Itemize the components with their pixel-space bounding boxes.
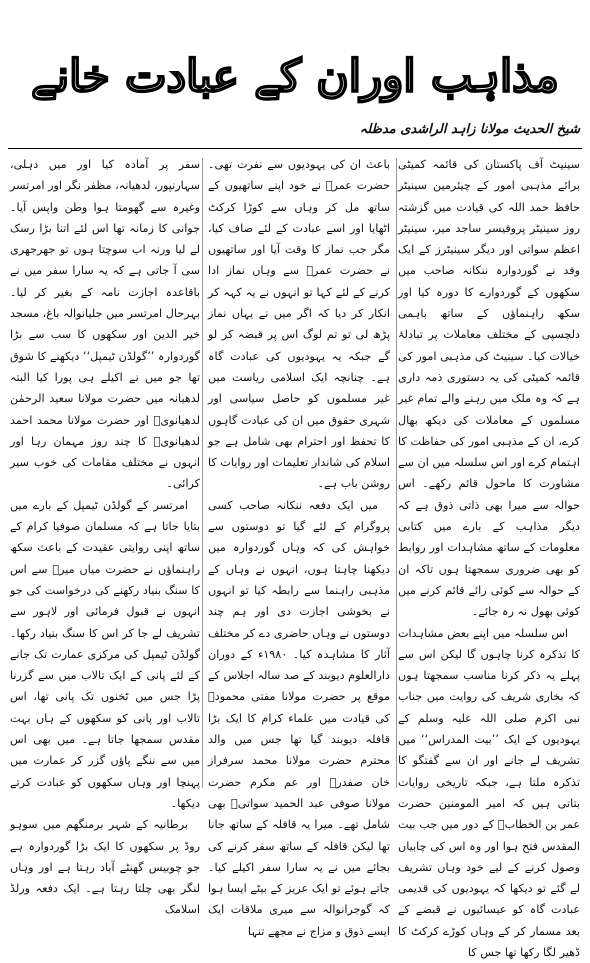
column-1-paragraph: اس سلسلہ میں اپنے بعض مشاہدات کا تذکرہ کرنا چاہوں گا لیکن اس سے پہلے یہ ذکر کرنا مناسب سمجھتا ہوں کہ بخاری شریف کی روایت میں جناب نبی اکرم صلی اللہ علیہ وسلم کے یہودیوں کے ایک ’’بیت المدراس‘‘ میں تشریف لے جانے اور ان سے گفتگو کا تذکرہ ملتا ہے، جبکہ تاریخی روایات بتاتی ہیں کہ امیر المومنین حضرت عمر بن الخطابؓ کے دور میں جب بیت المقدس فتح ہوا اور وہ اس کی چابیاں وصول کرنے کے لیے خود وہاں تشریف لے گئے تو دیکھا کہ یہودیوں کی قدیمی عبادت گاہ کو عیسائیوں نے قبضے کے بعد مسمار کر کے وہاں کوڑے کرکٹ کا ڈھیر لگا رکھا تھا جس کا bbox=[398, 626, 580, 959]
column-2-paragraph: باعث ان کی یہودیوں سے نفرت تھی۔ حضرت عمرؓ نے خود اپنے ساتھیوں کے ساتھ مل کر وہاں سے کوڑا کرکٹ اٹھایا اور اسے عبادت کے لئے صاف کیا، مگر جب نماز کا وقت آیا اور ساتھیوں نے حضرت عمرؓ سے وہاں نماز ادا کرنے کے لئے کہا تو انہوں نے یہ کہہ کر انکار کر دیا کہ اگر میں نے یہاں نماز پڑھ لی تو تم لوگ اس پر قبضہ کر لو گے جبکہ یہ یہودیوں کی عبادت گاہ ہے۔ چنانچہ ایک اسلامی ریاست میں غیر مسلموں کو حاصل سیاسی اور شہری حقوق میں ان کی عبادت گاہوں کا تحفظ اور احترام بھی شامل ہے جو اسلام کی شاندار تعلیمات اور روایات کا روشن باب ہے۔ bbox=[208, 158, 390, 491]
column-1-paragraph: سینیٹ آف پاکستان کی قائمہ کمیٹی برائے مذہبی امور کے چیئرمین سینیٹر حافظ حمد اللہ کی قیادت میں گزشتہ روز سینیٹر پروفیسر ساجد میر، سینیٹر اعظم سواتی اور دیگر سینیٹرز کے ایک وفد نے گوردوارہ ننکانہ صاحب میں سکھوں کے گوردوارے کا دورہ کیا اور سکھ راہنماؤں کے ساتھ باہمی دلچسپی کے مختلف معاملات پر تبادلۂ خیالات کیا۔ سینیٹ کی مذہبی امور کی قائمہ کمیٹی کی یہ دستوری ذمہ داری ہے کہ وہ ملک میں رہنے والے تمام غیر مسلموں کے معاملات کی دیکھ بھال کرے، ان کے مذہبی امور کی حفاظت کا اہتمام کرے اور اس سلسلہ میں ان سے مشاورت کا ماحول قائم رکھے۔ اس حوالہ سے میرا بھی ذاتی ذوق ہے کہ دیگر مذاہب کے بارے میں کتابی معلومات کے ساتھ مشاہدات اور روابط کو بھی ضروری سمجھتا ہوں تاکہ ان کے حوالہ سے کوئی رائے قائم کرنے میں کوئی بھول نہ رہ جائے۔ bbox=[398, 158, 580, 619]
column-divider bbox=[396, 158, 397, 788]
article-title: مذاہب اوران کے عبادت خانے bbox=[31, 50, 559, 102]
column-2-paragraph: میں ایک دفعہ ننکانہ صاحب کسی پروگرام کے لئے گیا تو دوستوں سے خواہش کی کہ وہاں گوردوارہ میں دیکھنا چاہتا ہوں، انہوں نے وہاں کے مذہبی راہنما سے رابطہ کیا تو انہوں نے بخوشی اجازت دی اور ہم چند دوستوں نے وہاں حاضری دے کر مختلف آثار کا مشاہدہ کیا۔ ۱۹۸۰ء کے دوران دارالعلوم دیوبند کے صد سالہ اجلاس کے موقع پر حضرت مولانا مفتی محمودؒ کی قیادت میں علماء کرام کا ایک بڑا قافلہ دیوبند گیا تھا جس میں والد محترم حضرت مولانا محمد سرفراز خان صفدرؒ اور عم مکرم حضرت مولانا صوفی عبد الحمید سواتیؒ بھی شامل تھے۔ میرا یہ قافلہ کے ساتھ جانا تھا لیکن قافلہ کے ساتھ سفر کرنے کی بجائے میں نے یہ سارا سفر اکیلے کیا۔ جاتے ہوئے تو ایک عزیز کے بیٹے ایسا ہوا کہ گوجرانوالہ سے میری ملاقات ایک ایسے ذوق و مزاج نے مجھے تنہا bbox=[208, 498, 390, 938]
header-rule bbox=[8, 148, 582, 149]
column-3-paragraph: امرتسر کے گولڈن ٹیمپل کے بارے میں بتایا جاتا ہے کہ مسلمان صوفیا کرام کے ساتھ اپنی روایتی عقیدت کے باعث سکھ راہنماؤں نے حضرت میاں میرؒ سے اس کا سنگ بنیاد رکھنے کی درخواست کی جو انہوں نے قبول فرمائی اور لاہور سے تشریف لے جا کر اس کا سنگ بنیاد رکھا۔ گولڈن ٹیمپل کی مرکزی عمارت تک جانے کے لئے پانی کے ایک تالاب میں سے گزرنا پڑا جس میں ٹخنوں تک پانی تھا، اس تالاب اور پانی کو سکھوں کے ہاں بہت مقدس سمجھا جاتا ہے۔ میں بھی اس میں سے ننگے پاؤں گزر کر عمارت میں پہنچا اور وہاں سکھوں کو عبادت کرتے دیکھا۔ bbox=[10, 498, 200, 810]
column-3-paragraph: برطانیہ کے شہر برمنگھم میں سوہو روڈ پر سکھوں کا ایک بڑا گوردوارہ ہے جو چوبیس گھنٹے آباد رہتا ہے اور وہاں لنگر بھی چلتا رہتا ہے۔ ایک دفعہ ورلڈ اسلامک bbox=[10, 818, 200, 917]
text-column-2 bbox=[208, 154, 390, 938]
text-column-1 bbox=[398, 154, 580, 959]
column-divider bbox=[202, 158, 203, 788]
column-3-paragraph: سفر پر آمادہ کیا اور میں دہلی، سہارنپور، لدھیانہ، مظفر نگر اور امرتسر وغیرہ سے گھومتا ہوا وطن واپس آیا۔ جوانی کا زمانہ تھا اس لئے اتنا بڑا رسک لے لیا ورنہ اب سوچتا ہوں تو جھرجھری سی آ جاتی ہے کہ یہ سارا سفر میں نے باقاعدہ اجازت نامہ کے بغیر کر لیا۔ بہرحال امرتسر میں جلیانوالہ باغ، مسجد خیر الدین اور سکھوں کا سب سے بڑا گوردوارہ ’’گولڈن ٹیمپل‘‘ دیکھنے کا شوق تھا جو میں نے اکیلے ہی پورا کیا البتہ لدھیانہ میں حضرت مولانا سعید الرحمٰن لدھیانویؒ اور حضرت مولانا محمد احمد لدھیانویؒ کا چند روز مہمان رہا اور انہوں نے مختلف مقامات کی خوب سیر کرائی۔ bbox=[10, 158, 200, 491]
text-column-3 bbox=[10, 154, 200, 917]
article-byline: شیخ الحدیث مولانا زاہد الراشدی مدظلہ bbox=[359, 122, 580, 137]
